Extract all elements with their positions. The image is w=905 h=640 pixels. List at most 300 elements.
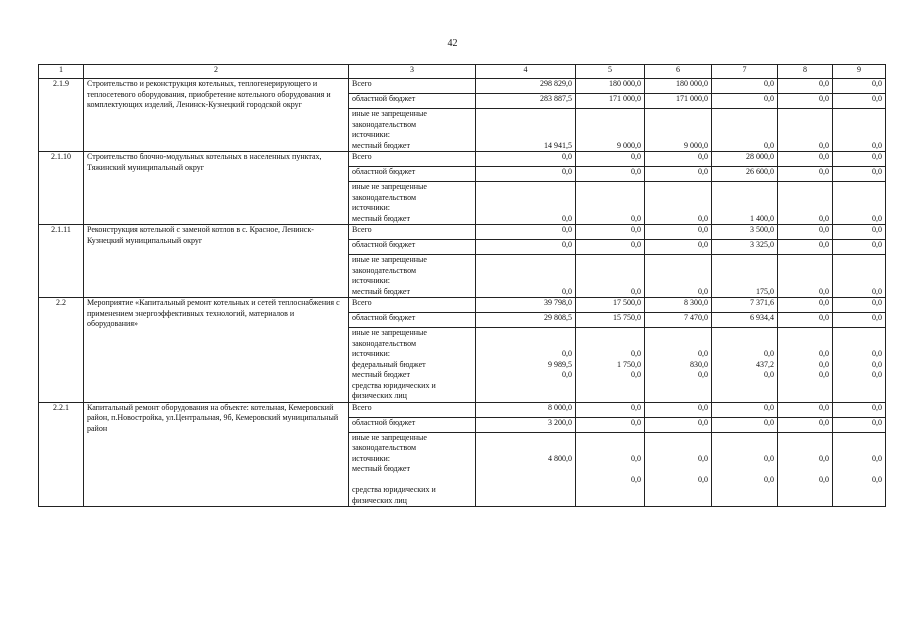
amount-value: 171 000,0 <box>609 94 641 103</box>
funding-source-line: законодательством <box>352 119 417 129</box>
amount-value: 0,0 <box>562 225 572 234</box>
amount-value: 0,0 <box>631 402 641 412</box>
amount-value: 0,0 <box>872 349 882 358</box>
funding-source <box>349 109 476 152</box>
amount-value: 0,0 <box>819 240 829 249</box>
amount-cell <box>576 255 645 298</box>
amount-value: 171 000,0 <box>676 94 708 103</box>
amount-value: 0,0 <box>698 152 708 161</box>
funding-source <box>349 432 476 507</box>
spacer <box>479 443 572 454</box>
amount-value: 180 000,0 <box>676 79 708 88</box>
amount-value: 3 200,0 <box>548 417 572 427</box>
spacer <box>648 276 708 287</box>
amount-cell <box>576 182 645 225</box>
amount-cell <box>576 298 645 313</box>
spacer <box>836 130 882 141</box>
spacer <box>648 109 708 120</box>
amount-value: 0,0 <box>562 370 572 379</box>
amount-value: 0,0 <box>819 213 829 223</box>
column-header: 2 <box>84 65 349 79</box>
spacer <box>715 433 774 444</box>
spacer <box>479 433 572 444</box>
amount-value: 0,0 <box>819 359 829 369</box>
amount-value: 14 941,5 <box>544 140 572 150</box>
spacer <box>648 443 708 454</box>
amount-cell <box>833 328 886 403</box>
spacer <box>836 120 882 131</box>
spacer <box>781 433 829 444</box>
funding-source-line: Всего <box>352 225 372 234</box>
funding-source-line: областной бюджет <box>352 240 416 249</box>
amount-cell <box>833 298 886 313</box>
amount-cell <box>576 167 645 182</box>
spacer <box>479 255 572 266</box>
spacer <box>579 255 641 266</box>
amount-value: 0,0 <box>872 359 882 369</box>
amount-value: 0,0 <box>819 152 829 161</box>
amount-value: 0,0 <box>819 453 829 463</box>
amount-value: 175,0 <box>756 286 774 296</box>
amount-value: 0,0 <box>764 402 774 412</box>
amount-value: 7 371,6 <box>750 298 774 307</box>
funding-source-line: Всего <box>352 402 372 412</box>
funding-source-line: законодательством <box>352 265 417 275</box>
amount-cell <box>833 79 886 94</box>
spacer <box>579 266 641 277</box>
funding-source-line: иные не запрещенные <box>352 255 427 264</box>
amount-value: 0,0 <box>819 402 829 412</box>
amount-cell <box>645 298 712 313</box>
amount-cell <box>778 298 833 313</box>
amount-value: 0,0 <box>698 225 708 234</box>
spacer <box>836 433 882 444</box>
item-name: Капитальный ремонт оборудования на объекте: котельная, Кемеровский район, п.Новостройка, ул.Центральная, 9б, Кемеровский муниципальный район <box>84 402 349 507</box>
amount-cell <box>712 109 778 152</box>
amount-cell <box>476 432 576 507</box>
amount-value: 0,0 <box>764 94 774 103</box>
amount-cell <box>476 313 576 328</box>
amount-value: 0,0 <box>698 402 708 412</box>
funding-source-line: Всего <box>352 298 372 307</box>
spacer <box>781 109 829 120</box>
amount-cell <box>778 432 833 507</box>
amount-cell <box>576 313 645 328</box>
spacer <box>781 266 829 277</box>
amount-value: 3 500,0 <box>750 225 774 234</box>
spacer <box>836 193 882 204</box>
spacer <box>836 255 882 266</box>
amount-value: 0,0 <box>872 225 882 234</box>
amount-value: 0,0 <box>764 79 774 88</box>
amount-cell <box>645 109 712 152</box>
amount-cell <box>476 79 576 94</box>
amount-value: 0,0 <box>698 286 708 296</box>
spacer <box>715 193 774 204</box>
spacer <box>715 328 774 339</box>
spacer <box>715 443 774 454</box>
spacer <box>579 433 641 444</box>
amount-value: 0,0 <box>819 94 829 103</box>
spacer <box>648 255 708 266</box>
funding-source <box>349 328 476 403</box>
item-number: 2.2 <box>39 298 84 403</box>
spacer <box>479 120 572 131</box>
funding-source-line: источники: <box>352 453 390 463</box>
amount-cell <box>833 402 886 417</box>
amount-cell <box>712 182 778 225</box>
funding-source-line: местный бюджет <box>352 140 410 150</box>
amount-value: 0,0 <box>872 453 882 463</box>
amount-value: 8 000,0 <box>548 402 572 412</box>
funding-source <box>349 94 476 109</box>
amount-value: 0,0 <box>631 167 641 176</box>
amount-value: 28 000,0 <box>746 152 774 161</box>
amount-value: 0,0 <box>872 79 882 88</box>
amount-value: 0,0 <box>872 240 882 249</box>
funding-source <box>349 182 476 225</box>
amount-cell <box>712 402 778 417</box>
spacer <box>836 182 882 193</box>
amount-cell <box>778 255 833 298</box>
amount-cell <box>833 225 886 240</box>
amount-cell <box>576 79 645 94</box>
spacer <box>479 109 572 120</box>
amount-value: 0,0 <box>562 349 572 358</box>
item-number: 2.2.1 <box>39 402 84 507</box>
amount-cell <box>778 402 833 417</box>
funding-source <box>349 298 476 313</box>
amount-value <box>479 464 572 475</box>
amount-value: 0,0 <box>764 370 774 379</box>
header-row <box>39 65 886 79</box>
amount-value: 0,0 <box>698 349 708 358</box>
funding-source-line: источники: <box>352 349 390 358</box>
amount-cell <box>833 240 886 255</box>
spacer <box>781 443 829 454</box>
amount-cell <box>778 225 833 240</box>
amount-value: 0,0 <box>631 225 641 234</box>
amount-value: 0,0 <box>562 240 572 249</box>
spacer <box>579 339 641 350</box>
amount-value: 0,0 <box>819 370 829 379</box>
amount-value <box>579 464 641 475</box>
spacer <box>648 193 708 204</box>
amount-cell <box>576 432 645 507</box>
amount-cell <box>778 167 833 182</box>
amount-cell <box>476 402 576 417</box>
amount-value: 4 800,0 <box>548 453 572 463</box>
spacer <box>836 276 882 287</box>
spacer <box>715 255 774 266</box>
spacer <box>579 203 641 214</box>
amount-cell <box>833 94 886 109</box>
amount-value: 0,0 <box>764 417 774 427</box>
spacer <box>715 339 774 350</box>
funding-source-line: физических лиц <box>352 495 407 505</box>
amount-cell <box>778 182 833 225</box>
amount-value: 15 750,0 <box>613 313 641 322</box>
item-name: Строительство и реконструкция котельных, теплогенерирующего и теплосетевого оборудования, приобретение котельного оборудования и комплектующих изделий, Ленинск-Кузнецкий городской округ <box>84 79 349 152</box>
amount-value: 0,0 <box>819 225 829 234</box>
funding-source-line: Всего <box>352 152 372 161</box>
funding-source-line: источники: <box>352 276 390 285</box>
funding-source <box>349 313 476 328</box>
funding-source <box>349 79 476 94</box>
funding-source-line: источники: <box>352 203 390 212</box>
amount-cell <box>833 109 886 152</box>
spacer <box>836 109 882 120</box>
amount-value <box>836 464 882 475</box>
amount-cell <box>778 94 833 109</box>
amount-value: 17 500,0 <box>613 298 641 307</box>
spacer <box>579 130 641 141</box>
amount-cell <box>576 402 645 417</box>
amount-cell <box>645 402 712 417</box>
amount-cell <box>778 79 833 94</box>
table-row <box>39 298 886 313</box>
spacer <box>781 203 829 214</box>
spacer <box>648 120 708 131</box>
amount-value: 0,0 <box>872 313 882 322</box>
amount-value: 0,0 <box>872 402 882 412</box>
funding-source <box>349 152 476 167</box>
amount-value: 0,0 <box>631 474 641 484</box>
amount-value: 0,0 <box>872 140 882 150</box>
spacer <box>648 182 708 193</box>
amount-cell <box>833 417 886 432</box>
amount-value: 437,2 <box>756 359 774 369</box>
amount-value: 1 750,0 <box>617 359 641 369</box>
amount-value: 0,0 <box>562 213 572 223</box>
spacer <box>579 276 641 287</box>
amount-value <box>479 475 572 486</box>
amount-cell <box>645 167 712 182</box>
amount-value: 9 000,0 <box>617 140 641 150</box>
funding-source-line: местный бюджет <box>352 286 410 296</box>
spacer <box>781 193 829 204</box>
funding-source <box>349 240 476 255</box>
spacer <box>836 203 882 214</box>
amount-cell <box>712 225 778 240</box>
funding-source-line: источники: <box>352 130 390 139</box>
spacer <box>715 130 774 141</box>
amount-cell <box>645 255 712 298</box>
spacer <box>715 109 774 120</box>
amount-cell <box>712 313 778 328</box>
amount-value: 0,0 <box>819 417 829 427</box>
amount-cell <box>476 167 576 182</box>
funding-source-line: областной бюджет <box>352 94 416 103</box>
spacer <box>648 203 708 214</box>
amount-value: 26 600,0 <box>746 167 774 176</box>
amount-cell <box>712 167 778 182</box>
amount-value: 0,0 <box>819 349 829 358</box>
amount-value: 0,0 <box>698 240 708 249</box>
spacer <box>479 203 572 214</box>
column-header: 1 <box>39 65 84 79</box>
amount-cell <box>833 167 886 182</box>
funding-source-line: законодательством <box>352 192 417 202</box>
amount-value: 0,0 <box>872 298 882 307</box>
spacer <box>648 266 708 277</box>
amount-cell <box>645 152 712 167</box>
amount-cell <box>645 240 712 255</box>
amount-cell <box>645 182 712 225</box>
spacer <box>579 182 641 193</box>
funding-source-line: иные не запрещенные <box>352 328 427 337</box>
amount-cell <box>576 109 645 152</box>
amount-cell <box>712 152 778 167</box>
amount-cell <box>833 152 886 167</box>
amount-value: 0,0 <box>764 140 774 150</box>
spacer <box>579 443 641 454</box>
spacer <box>836 266 882 277</box>
funding-source-line: областной бюджет <box>352 167 416 176</box>
amount-value: 0,0 <box>631 240 641 249</box>
funding-source-line <box>352 475 472 486</box>
amount-cell <box>833 255 886 298</box>
amount-cell <box>576 94 645 109</box>
amount-value: 0,0 <box>631 453 641 463</box>
spacer <box>781 130 829 141</box>
amount-value: 0,0 <box>819 313 829 322</box>
amount-value: 180 000,0 <box>609 79 641 88</box>
item-name: Строительство блочно-модульных котельных в населенных пунктах, Тяжинский муниципальный округ <box>84 152 349 225</box>
spacer <box>479 276 572 287</box>
amount-value <box>715 464 774 475</box>
funding-source-line: областной бюджет <box>352 417 416 427</box>
funding-source <box>349 225 476 240</box>
amount-value: 0,0 <box>562 152 572 161</box>
spacer <box>648 328 708 339</box>
amount-value: 283 887,5 <box>540 94 572 103</box>
spacer <box>715 120 774 131</box>
amount-cell <box>778 152 833 167</box>
spacer <box>781 276 829 287</box>
amount-value: 0,0 <box>698 213 708 223</box>
amount-value: 0,0 <box>872 417 882 427</box>
amount-cell <box>476 240 576 255</box>
amount-value: 0,0 <box>631 213 641 223</box>
amount-cell <box>778 240 833 255</box>
amount-value: 39 798,0 <box>544 298 572 307</box>
amount-cell <box>833 313 886 328</box>
table-row <box>39 79 886 94</box>
spacer <box>479 266 572 277</box>
amount-value: 0,0 <box>819 140 829 150</box>
amount-cell <box>712 240 778 255</box>
spacer <box>836 339 882 350</box>
spacer <box>781 339 829 350</box>
amount-value: 0,0 <box>872 213 882 223</box>
amount-cell <box>712 417 778 432</box>
page-number: 42 <box>447 38 458 49</box>
column-header: 5 <box>576 65 645 79</box>
amount-cell <box>576 417 645 432</box>
spacer <box>579 120 641 131</box>
item-number: 2.1.11 <box>39 225 84 298</box>
amount-cell <box>476 182 576 225</box>
spacer <box>715 182 774 193</box>
amount-cell <box>712 79 778 94</box>
funding-source-line: физических лиц <box>352 391 407 400</box>
amount-cell <box>778 328 833 403</box>
amount-value: 0,0 <box>819 286 829 296</box>
funding-source <box>349 167 476 182</box>
amount-value <box>648 464 708 475</box>
funding-source-line: областной бюджет <box>352 313 416 322</box>
amount-value: 0,0 <box>698 453 708 463</box>
amount-cell <box>576 225 645 240</box>
item-number: 2.1.9 <box>39 79 84 152</box>
spacer <box>715 266 774 277</box>
spacer <box>836 328 882 339</box>
spacer <box>715 276 774 287</box>
amount-value: 0,0 <box>819 298 829 307</box>
spacer <box>579 193 641 204</box>
amount-value: 298 829,0 <box>540 79 572 88</box>
spacer <box>479 182 572 193</box>
amount-cell <box>712 298 778 313</box>
amount-value: 0,0 <box>764 474 774 484</box>
amount-cell <box>645 79 712 94</box>
amount-value: 9 989,5 <box>548 359 572 369</box>
amount-value: 0,0 <box>631 152 641 161</box>
amount-cell <box>476 328 576 403</box>
financing-table <box>38 64 886 507</box>
spacer <box>648 339 708 350</box>
spacer <box>579 328 641 339</box>
amount-value: 0,0 <box>698 167 708 176</box>
funding-source-line: федеральный бюджет <box>352 359 426 369</box>
amount-value: 29 808,5 <box>544 313 572 322</box>
amount-value: 0,0 <box>819 474 829 484</box>
spacer <box>479 328 572 339</box>
amount-value: 0,0 <box>698 370 708 379</box>
column-header: 6 <box>645 65 712 79</box>
amount-cell <box>778 417 833 432</box>
column-header: 7 <box>712 65 778 79</box>
amount-cell <box>712 255 778 298</box>
amount-value: 1 400,0 <box>750 213 774 223</box>
amount-cell <box>476 225 576 240</box>
amount-cell <box>476 94 576 109</box>
funding-source <box>349 402 476 417</box>
funding-source-line: законодательством <box>352 338 417 348</box>
funding-source-line: иные не запрещенные <box>352 109 427 118</box>
amount-value: 0,0 <box>872 286 882 296</box>
amount-value: 0,0 <box>631 417 641 427</box>
amount-cell <box>778 313 833 328</box>
item-number: 2.1.10 <box>39 152 84 225</box>
amount-value: 0,0 <box>872 152 882 161</box>
amount-cell <box>645 432 712 507</box>
amount-value: 0,0 <box>872 94 882 103</box>
amount-cell <box>576 328 645 403</box>
spacer <box>479 130 572 141</box>
amount-cell <box>576 240 645 255</box>
amount-value: 8 300,0 <box>684 298 708 307</box>
column-header: 3 <box>349 65 476 79</box>
amount-value: 830,0 <box>690 359 708 369</box>
amount-value: 7 470,0 <box>684 313 708 322</box>
spacer <box>836 443 882 454</box>
column-header: 4 <box>476 65 576 79</box>
amount-cell <box>712 328 778 403</box>
spacer <box>781 120 829 131</box>
amount-value: 0,0 <box>819 167 829 176</box>
